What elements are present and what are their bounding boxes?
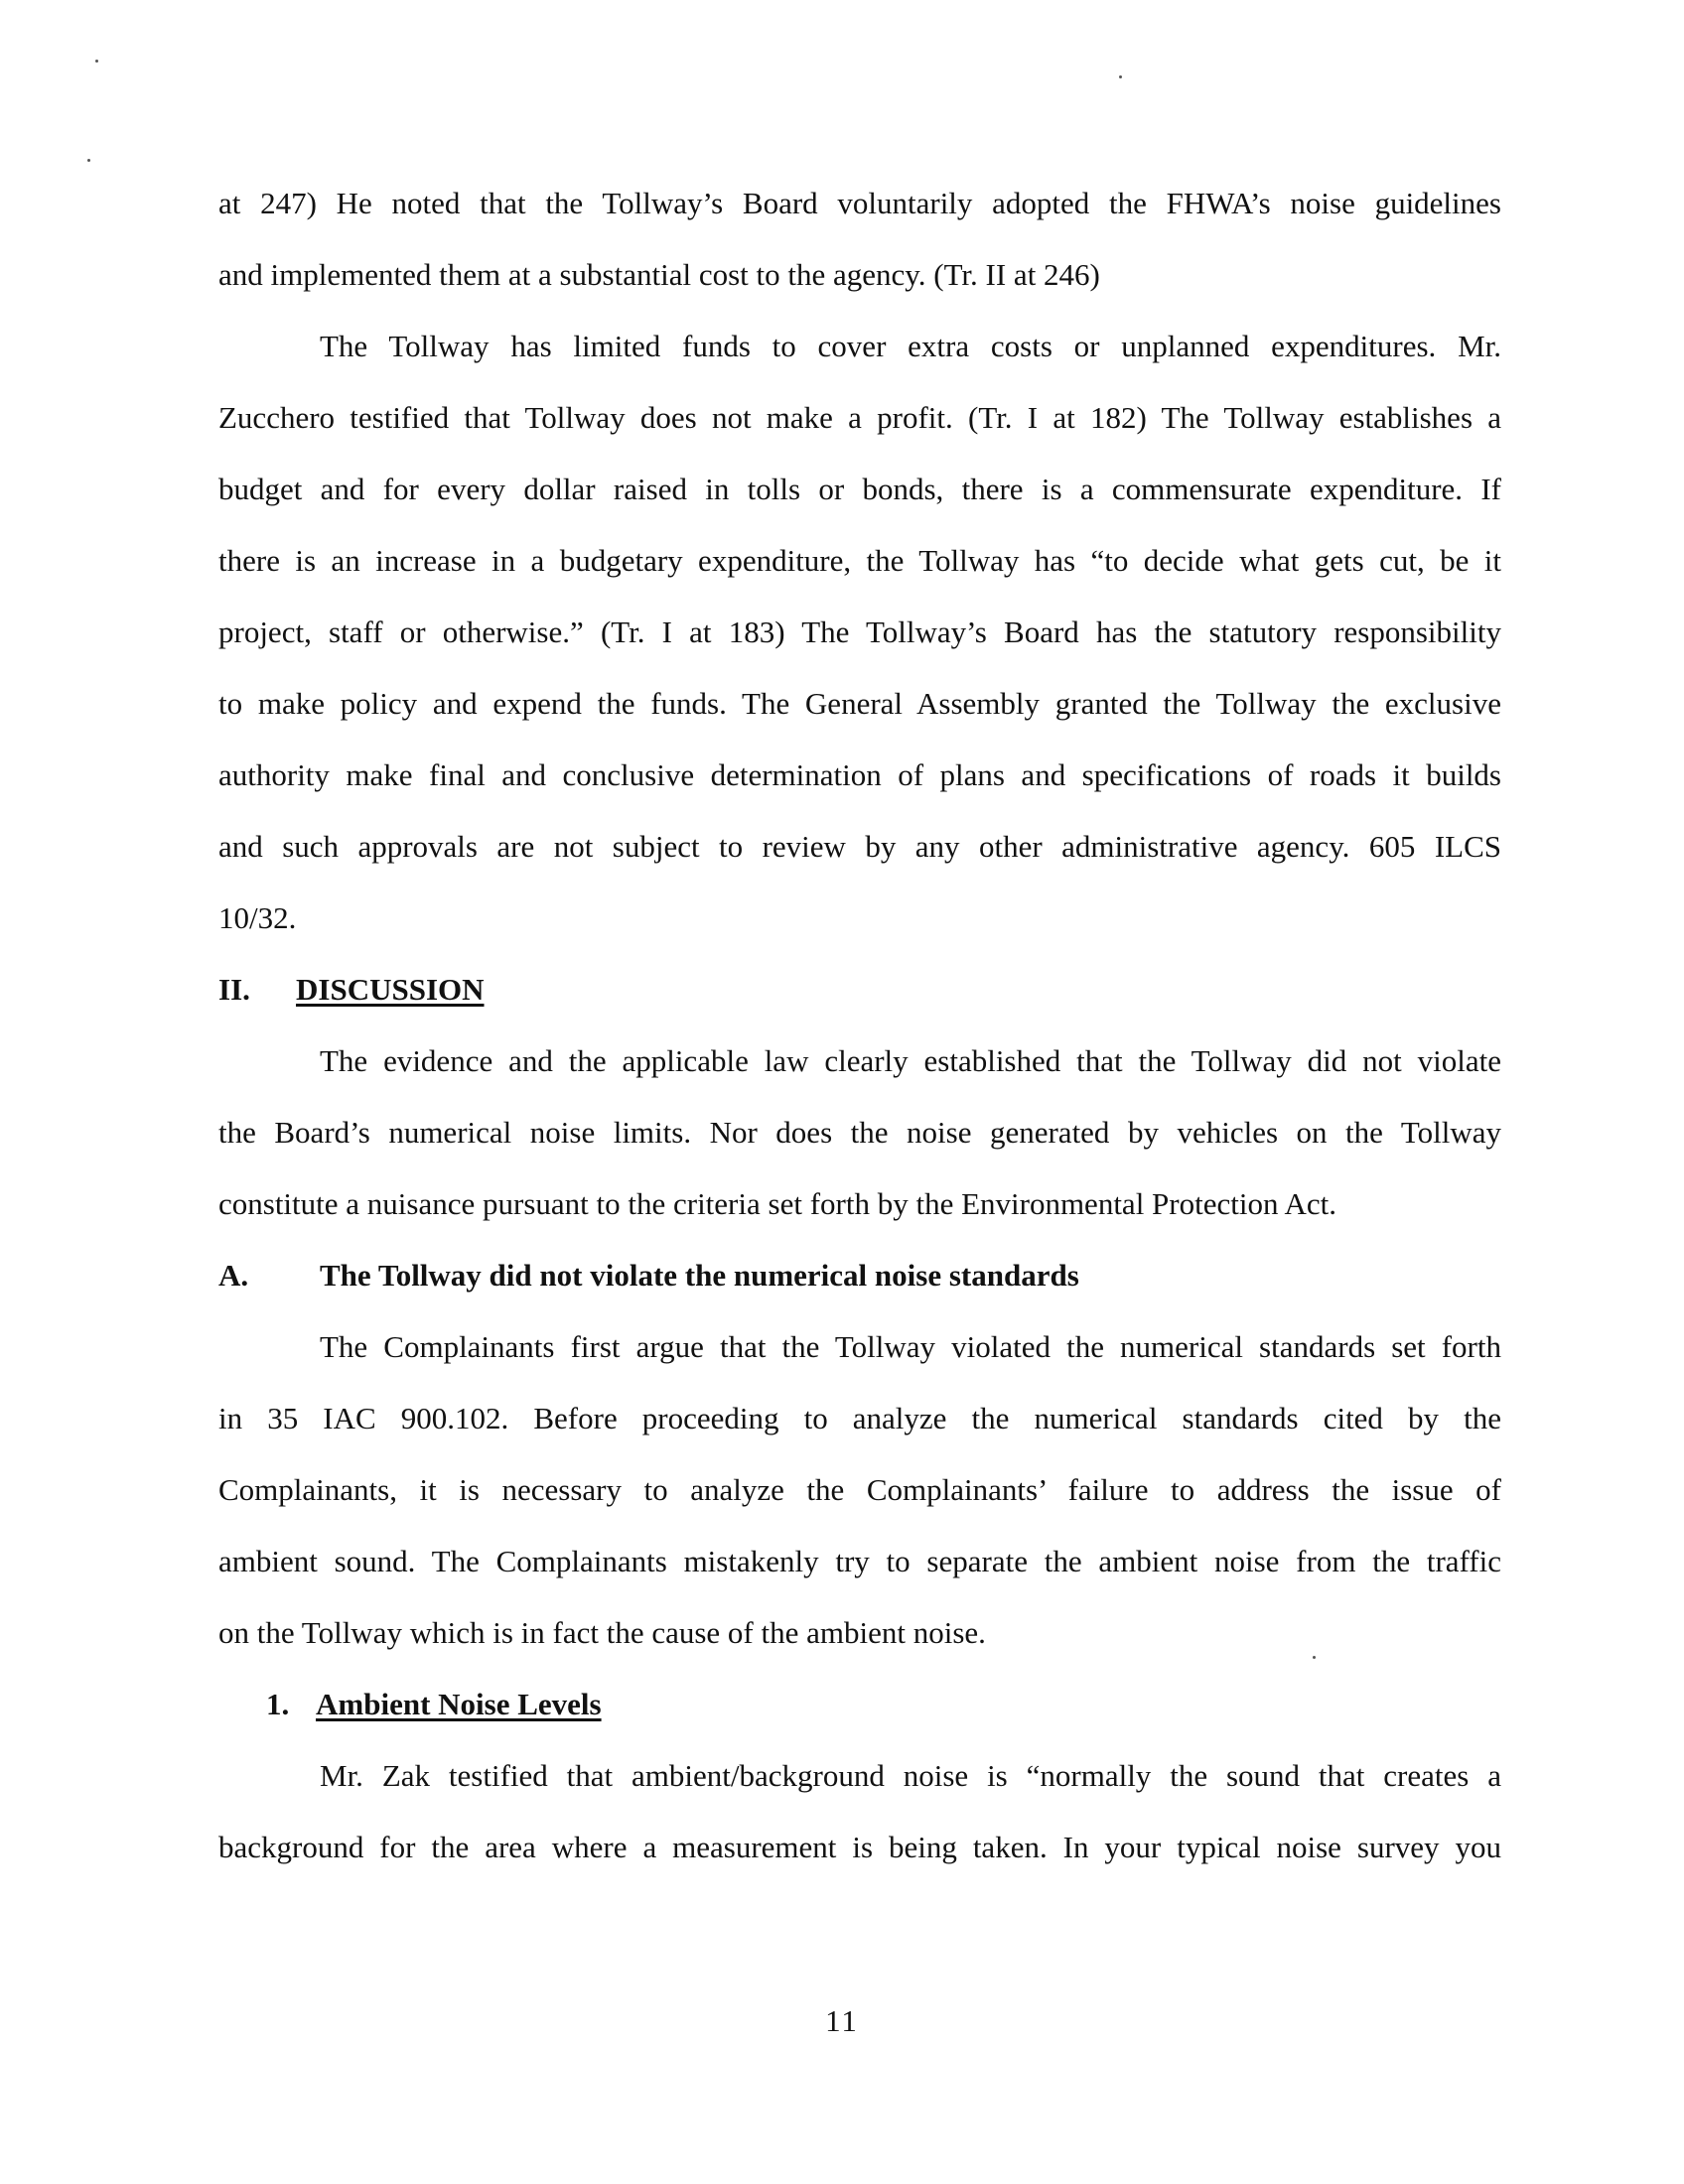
body-text-line: ambient sound. The Complainants mistakenly try to separate the ambient noise from the traffic	[218, 1544, 1501, 1578]
body-text-line: at 247) He noted that the Tollway’s Board voluntarily adopted the FHWA’s noise guidelines	[218, 186, 1501, 220]
body-text-line: and implemented them at a substantial cost to the agency. (Tr. II at 246)	[218, 257, 1100, 292]
scan-speck	[1313, 1656, 1316, 1659]
page-number: 11	[825, 2003, 859, 2038]
body-text-line: constitute a nuisance pursuant to the criteria set forth by the Environmental Protection Act.	[218, 1186, 1337, 1221]
subsection-heading-title: Ambient Noise Levels	[316, 1687, 602, 1721]
subsection-heading-number: A.	[218, 1258, 249, 1293]
body-text-line: 10/32.	[218, 900, 297, 935]
section-heading-number: II.	[218, 972, 250, 1007]
body-text-line: background for the area where a measurement is being taken. In your typical noise survey you	[218, 1830, 1501, 1864]
scan-speck	[1119, 75, 1122, 78]
subsection-heading-number: 1.	[266, 1687, 290, 1721]
body-text-line: Complainants, it is necessary to analyze the Complainants’ failure to address the issue of	[218, 1472, 1501, 1507]
body-text-line: in 35 IAC 900.102. Before proceeding to analyze the numerical standards cited by the	[218, 1401, 1501, 1435]
body-text-line: on the Tollway which is in fact the cause of the ambient noise.	[218, 1615, 986, 1650]
body-text-line: and such approvals are not subject to review by any other administrative agency. 605 ILCS	[218, 829, 1501, 864]
body-text-line: authority make final and conclusive determination of plans and specifications of roads it builds	[218, 757, 1501, 792]
scan-speck	[87, 159, 90, 162]
body-text-line: The evidence and the applicable law clearly established that the Tollway did not violate	[320, 1043, 1501, 1078]
body-text-line: Zucchero testified that Tollway does not make a profit. (Tr. I at 182) The Tollway establishes a	[218, 400, 1501, 435]
body-text-line: to make policy and expend the funds. The General Assembly granted the Tollway the exclusive	[218, 686, 1501, 721]
body-text-line: The Tollway has limited funds to cover extra costs or unplanned expenditures. Mr.	[320, 329, 1501, 363]
body-text-line: budget and for every dollar raised in tolls or bonds, there is a commensurate expenditure. If	[218, 472, 1501, 506]
body-text-line: Mr. Zak testified that ambient/background noise is “normally the sound that creates a	[320, 1758, 1501, 1793]
body-text-line: there is an increase in a budgetary expenditure, the Tollway has “to decide what gets cut, be it	[218, 543, 1501, 578]
subsection-heading-title: The Tollway did not violate the numerical noise standards	[320, 1258, 1079, 1293]
body-text-line: project, staff or otherwise.” (Tr. I at 183) The Tollway’s Board has the statutory responsibility	[218, 614, 1501, 649]
body-text-line: the Board’s numerical noise limits. Nor does the noise generated by vehicles on the Tollway	[218, 1115, 1501, 1150]
body-text-line: The Complainants first argue that the Tollway violated the numerical standards set forth	[320, 1329, 1501, 1364]
scan-speck	[95, 60, 98, 63]
section-heading-title: DISCUSSION	[296, 972, 485, 1007]
